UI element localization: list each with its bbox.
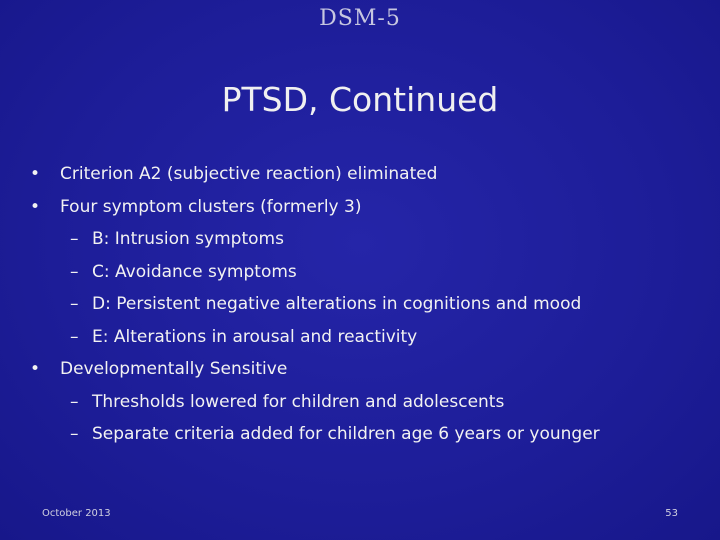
slide-number: 53 (665, 508, 678, 519)
sub-bullet-item (30, 418, 710, 451)
slide-title: PTSD, Continued (221, 80, 499, 119)
bullet-text: Four symptom clusters (formerly 3) (60, 196, 362, 217)
dash-marker: – (70, 294, 79, 314)
dash-marker: – (70, 391, 79, 412)
bullet-item (30, 158, 710, 191)
bullet-marker: • (30, 196, 41, 217)
sub-bullet-item (30, 386, 710, 419)
dsm5-logo: DSM-5 (319, 6, 401, 31)
dash-marker: – (70, 261, 79, 282)
bullet-marker: • (30, 164, 41, 184)
sub-bullet-text: D: Persistent negative alterations in cognitions and mood (92, 294, 582, 314)
dash-marker: – (70, 424, 79, 444)
bullet-text: Criterion A2 (subjective reaction) eliminated (60, 164, 438, 184)
sub-bullet-item (30, 223, 710, 256)
bullet-item (30, 353, 710, 386)
bullet-text: Developmentally Sensitive (60, 359, 288, 379)
sub-bullet-text: E: Alterations in arousal and reactivity (92, 326, 418, 347)
sub-bullet-text: B: Intrusion symptoms (92, 229, 284, 249)
dash-marker: – (70, 229, 79, 249)
bullet-item (30, 191, 710, 224)
sub-bullet-item (30, 288, 710, 321)
bullet-list (30, 158, 710, 451)
dash-marker: – (70, 326, 79, 347)
sub-bullet-item (30, 321, 710, 354)
sub-bullet-text: C: Avoidance symptoms (92, 261, 297, 282)
sub-bullet-text: Separate criteria added for children age 6 years or younger (92, 424, 600, 444)
footer-date: October 2013 (42, 508, 111, 519)
bullet-marker: • (30, 359, 41, 379)
sub-bullet-text: Thresholds lowered for children and adolescents (92, 391, 505, 412)
sub-bullet-item (30, 256, 710, 289)
